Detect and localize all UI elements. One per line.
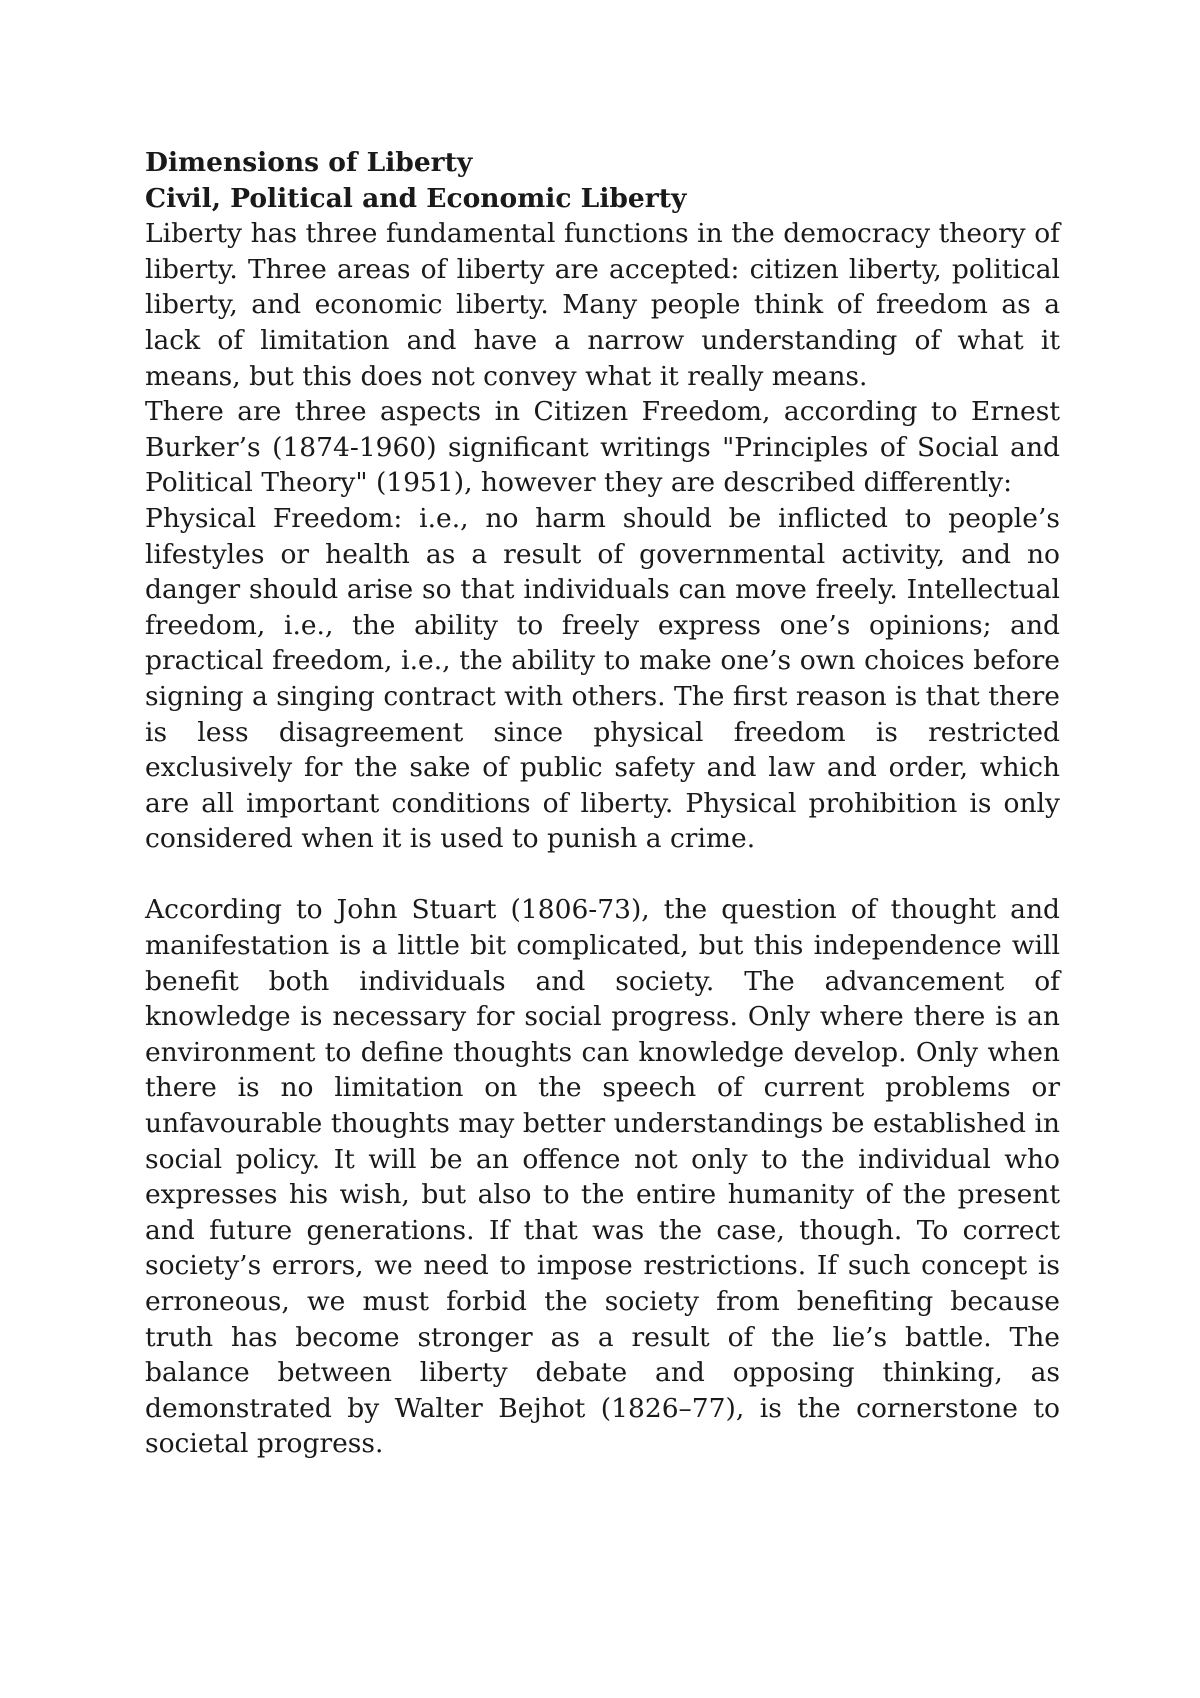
paragraph-citizen-freedom: There are three aspects in Citizen Freedom, according to Ernest Burker’s (1874-1960) significant writings "Principles of Social and Political Theory" (1951), however they are described differently: bbox=[145, 396, 1060, 499]
paragraph-john-stuart: According to John Stuart (1806-73), the question of thought and manifestation is a little bit complicated, but this independence will benefit both individuals and society. The advancement of knowledge is necessary for social progress. Only where there is an environment to define thoughts can knowledge develop. Only when there is no limitation on the speech of current problems or unfavourable thoughts may better understandings be established in social policy. It will be an offence not only to the individual who expresses his wish, but also to the entire humanity of the present and future generations. If that was the case, though. To correct society’s errors, we need to impose restrictions. If such concept is erroneous, we must forbid the society from benefiting because truth has become stronger as a result of the lie’s battle. The balance between liberty debate and opposing thinking, as demonstrated by Walter Bejhot (1826–77), is the cornerstone to societal progress. bbox=[145, 894, 1060, 1460]
document-title: Dimensions of Liberty bbox=[145, 147, 473, 178]
document-page bbox=[145, 145, 1060, 1462]
paragraph-physical-freedom: Physical Freedom: i.e., no harm should be inflicted to people’s lifestyles or health as a result of governmental activity, and no danger should arise so that individuals can move freely. Intellectual freedom, i.e., the ability to freely express one’s opinions; and practical freedom, i.e., the ability to make one’s own choices before signing a singing contract with others. The first reason is that there is less disagreement since physical freedom is restricted exclusively for the sake of public safety and law and order, which are all important conditions of liberty. Physical prohibition is only considered when it is used to punish a crime. bbox=[145, 502, 1060, 855]
document-subtitle: Civil, Political and Economic Liberty bbox=[145, 182, 687, 214]
paragraph-intro: Liberty has three fundamental functions in the democracy theory of liberty. Three areas of liberty are accepted: citizen liberty, political liberty, and economic liberty. Many people think of freedom as a lack of limitation and have a narrow understanding of what it means, but this does not convey what it really means. bbox=[145, 218, 1060, 392]
